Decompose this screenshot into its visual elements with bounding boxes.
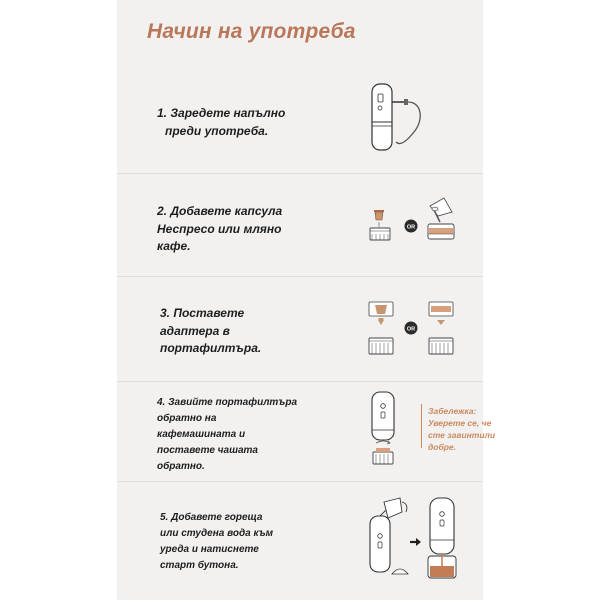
step-3-line-1: 3. Поставете [160,306,245,320]
step-divider [117,481,483,482]
step-4-line-5: обратно. [157,461,205,472]
step-2-text [157,203,282,256]
note-line-4: добре. [428,442,456,452]
adapter-into-portafilter-icon [364,298,464,362]
step-4-line-2: обратно на [157,413,217,424]
note-line-2: Уверете се, че [428,418,492,428]
step-3-text [160,305,261,358]
step-2-line-2: Неспресо или мляно [157,221,282,236]
step-1-line-2: преди употреба. [165,123,269,138]
step-2-line-3: кафе. [157,239,191,253]
or-label: OR [406,326,416,333]
step-3-line-2: адаптера в [160,323,230,338]
step-5-text [160,510,273,574]
screw-portafilter-icon [364,390,404,470]
note-text [428,405,495,453]
note-divider [421,404,422,448]
or-label: OR [406,224,416,231]
step-5-line-4: старт бутона. [160,560,239,571]
step-5-line-2: или студена вода към [160,528,274,539]
step-5-line-1: 5. Добавете гореща [160,512,263,523]
note-line-3: сте завинтили [428,430,496,440]
step-4-text [157,395,297,475]
step-divider [117,173,483,174]
step-4-line-1: 4. Завийте портафилтъра [157,397,298,408]
step-divider [117,381,483,382]
step-3-line-3: портафилтъра. [160,341,262,355]
page-title: Начин на употреба [147,20,356,43]
note-line-1: Забележка: [428,406,477,416]
charging-machine-icon [360,80,440,160]
step-5-line-3: уреда и натиснете [160,544,259,555]
add-water-and-start-icon [360,492,470,582]
capsule-or-ground-coffee-icon [364,192,464,247]
step-divider [117,276,483,277]
step-4-line-4: поставете чашата [157,445,258,456]
step-1-line-1: 1. Заредете напълно [157,106,286,120]
step-4-line-3: кафемашината и [157,429,246,440]
step-1-text [157,105,285,140]
step-2-line-1: 2. Добавете капсула [157,204,283,218]
